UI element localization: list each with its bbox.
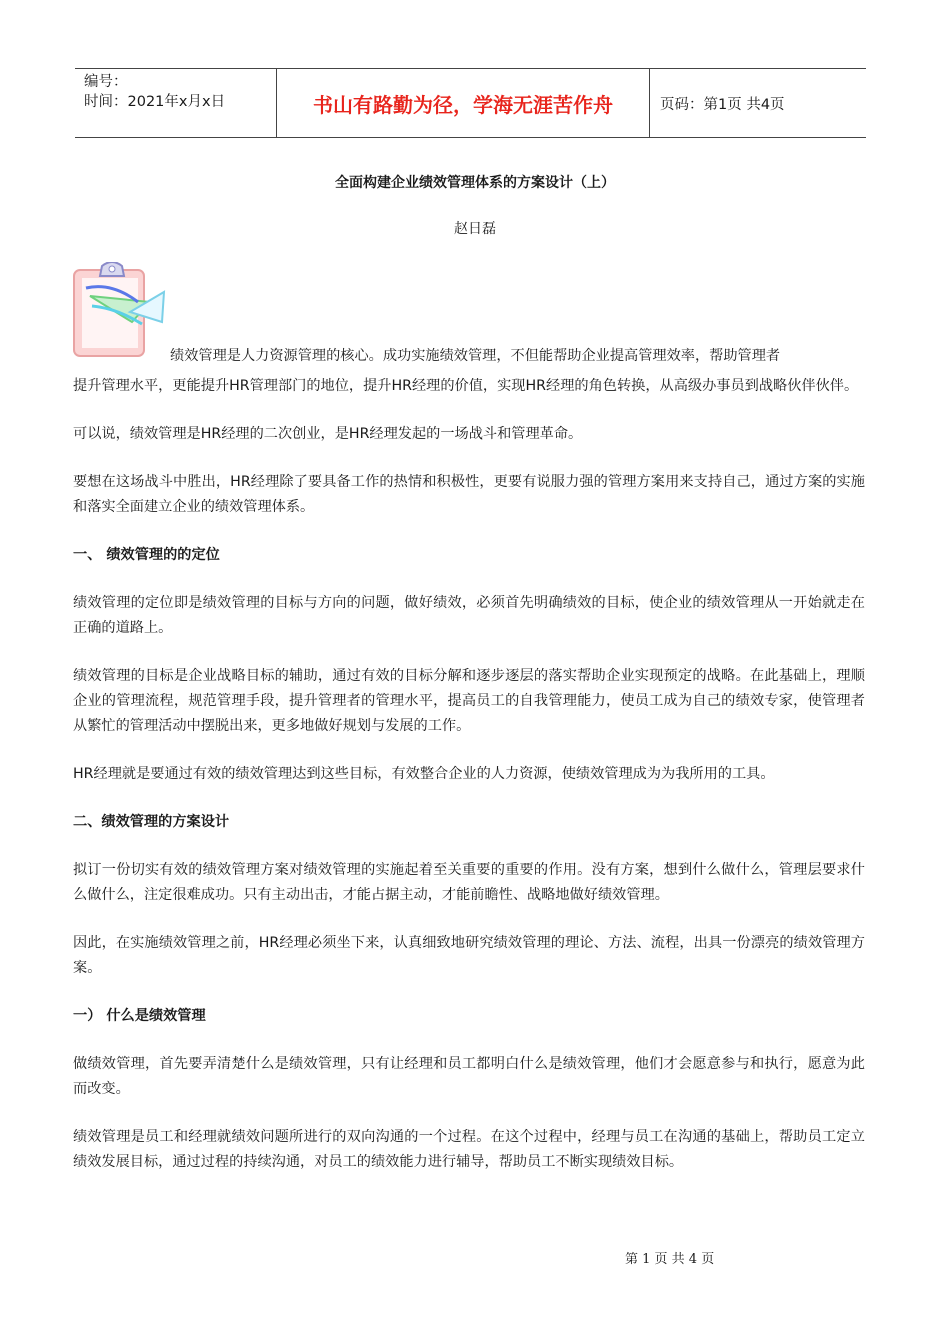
paragraph: 绩效管理的定位即是绩效管理的目标与方向的问题，做好绩效，必须首先明确绩效的目标，使企业的绩效管理从一开始就走在正确的道路上。 bbox=[73, 595, 865, 636]
header-left-cell bbox=[75, 69, 277, 137]
time-label: 时间：2021年x月x日 bbox=[84, 94, 226, 110]
paragraph: 拟订一份切实有效的绩效管理方案对绩效管理的实施起着至关重要的重要的作用。没有方案，想到什么做什么，管理层要求什么做什么，注定很难成功。只有主动出击，才能占据主动，才能前瞻性、战略地做好绩效管理。 bbox=[73, 862, 865, 903]
section-heading: 一、 绩效管理的的定位 bbox=[73, 547, 220, 563]
page-info: 页码：第1页 共4页 bbox=[660, 96, 785, 113]
paragraph: 因此，在实施绩效管理之前，HR经理必须坐下来，认真细致地研究绩效管理的理论、方法、流程，出具一份漂亮的绩效管理方案。 bbox=[73, 935, 865, 976]
paragraph: 做绩效管理，首先要弄清楚什么是绩效管理，只有让经理和员工都明白什么是绩效管理，他们才会愿意参与和执行，愿意为此而改变。 bbox=[73, 1056, 865, 1097]
number-label: 编号： bbox=[84, 74, 128, 90]
page-footer: 第 1 页 共 4 页 bbox=[625, 1252, 715, 1267]
paragraph: 要想在这场战斗中胜出，HR经理除了要具备工作的热情和积极性，更要有说服力强的管理方案用来支持自己，通过方案的实施和落实全面建立企业的绩效管理体系。 bbox=[73, 474, 865, 515]
paragraph: 绩效管理是员工和经理就绩效问题所进行的双向沟通的一个过程。在这个过程中，经理与员工在沟通的基础上，帮助员工定立绩效发展目标，通过过程的持续沟通，对员工的绩效能力进行辅导，帮助员工不断实现绩效目标。 bbox=[73, 1129, 865, 1170]
document-title: 全面构建企业绩效管理体系的方案设计（上） bbox=[335, 175, 615, 191]
author: 赵日磊 bbox=[454, 221, 496, 237]
header-table bbox=[75, 68, 866, 138]
motto: 书山有路勤为径，学海无涯苦作舟 bbox=[277, 69, 650, 137]
paragraph: 绩效管理是人力资源管理的核心。成功实施绩效管理，不但能帮助企业提高管理效率，帮助管理者 bbox=[170, 348, 781, 364]
section-heading: 二、绩效管理的方案设计 bbox=[73, 814, 230, 830]
paragraph: 可以说，绩效管理是HR经理的二次创业，是HR经理发起的一场战斗和管理革命。 bbox=[73, 426, 583, 442]
paragraph: HR经理就是要通过有效的绩效管理达到这些目标，有效整合企业的人力资源，使绩效管理成为为我所用的工具。 bbox=[73, 766, 775, 782]
paragraph: 绩效管理的目标是企业战略目标的辅助，通过有效的目标分解和逐步逐层的落实帮助企业实现预定的战略。在此基础上，理顺企业的管理流程，规范管理手段，提升管理者的管理水平，提高员工的自我管理能力，使员工成为自己的绩效专家，使管理者从繁忙的管理活动中摆脱出来，更多地做好规划与发展的工作。 bbox=[73, 668, 865, 734]
subsection-heading: 一） 什么是绩效管理 bbox=[73, 1008, 206, 1024]
document-body bbox=[73, 343, 865, 1198]
paragraph: 提升管理水平，更能提升HR管理部门的地位，提升HR经理的价值，实现HR经理的角色转换，从高级办事员到战略伙伴伙伴。 bbox=[73, 378, 859, 394]
